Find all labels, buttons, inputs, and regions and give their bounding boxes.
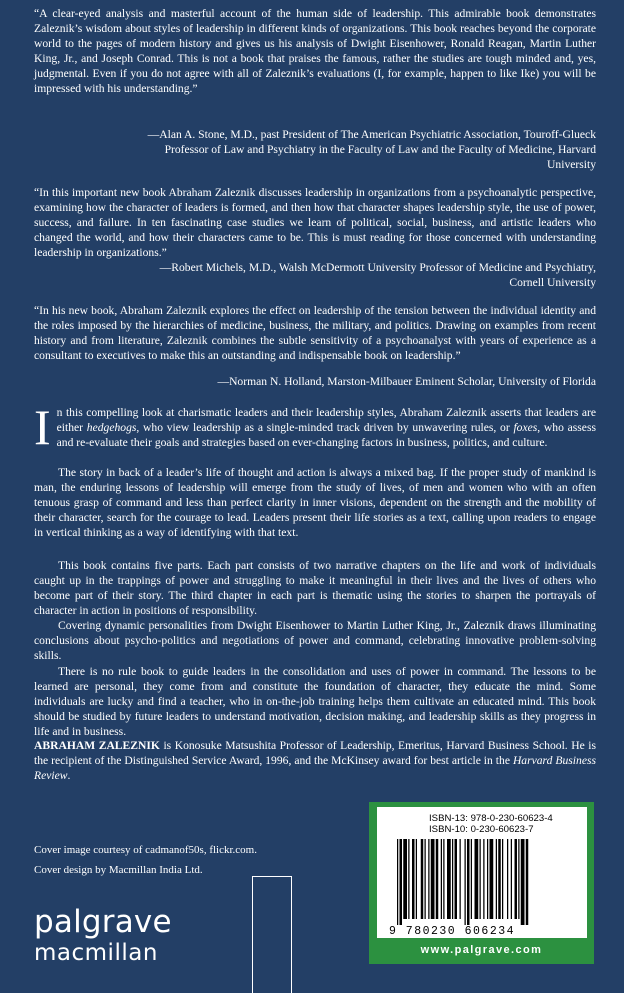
barcode-bar bbox=[467, 839, 470, 925]
description-paragraph-1: In this compelling look at charismatic leaders and their leadership styles, Abraham Zaleznik asserts that leaders are either hedgehogs, who view leadership as a single-minded track driven by unwavering rules, or foxes, who assess and re-evaluate their goals and strategies based on ever-changing factors in business, politics, and culture. bbox=[34, 399, 596, 455]
decorative-frame bbox=[252, 876, 292, 993]
cover-image-credit: Cover image courtesy of cadmanof50s, flickr.com. bbox=[34, 844, 257, 856]
publisher-logo-macmillan: macmillan bbox=[34, 940, 158, 966]
term-hedgehogs: hedgehogs bbox=[86, 421, 137, 435]
barcode-bar bbox=[460, 839, 461, 919]
journal-name: Harvard Business Review bbox=[34, 754, 596, 782]
barcode-bar bbox=[507, 839, 508, 919]
barcode-bar bbox=[431, 839, 435, 919]
review-quote-michels: “In this important new book Abraham Zaleznik discusses leadership in organizations from a psychoanalytic perspective, examining how the character of leaders is formed, and then how that character shapes leadership style, the use of power, success, and failure. In ten fascinating case studies we learn of political, social, business, and artistic leaders who changed the world, and how their characters came to be. This is must reading for those concerned with understanding leadership in organizations.” bbox=[34, 186, 596, 259]
barcode-bar bbox=[428, 839, 429, 919]
barcode-digits: 9 780230 606234 bbox=[389, 925, 516, 938]
author-name: ABRAHAM ZALEZNIK bbox=[34, 739, 160, 752]
barcode-bar bbox=[441, 839, 442, 919]
barcode-bar bbox=[475, 839, 479, 919]
author-bio: ABRAHAM ZALEZNIK is Konosuke Matsushita Professor of Leadership, Emeritus, Harvard Business School. He is the recipient of the Distinguished Service Award, 1996, and the McKinsey award for best article in the Harvard Business Review. bbox=[34, 739, 596, 782]
barcode-bar bbox=[408, 839, 409, 919]
review-attribution-michels: —Robert Michels, M.D., Walsh McDermott University Professor of Medicine and Psychiatry, Cornell University bbox=[159, 261, 596, 289]
barcode-bar bbox=[515, 839, 518, 919]
barcode-bar bbox=[412, 839, 415, 919]
barcode-bar bbox=[518, 839, 519, 919]
review-quote-holland: “In his new book, Abraham Zaleznik explores the effect on leadership of the tension between the individual identity and the roles imposed by the hierarchies of medicine, business, the military, and politics. Drawing on examples from recent history and from literature, Zaleznik combines the subtle sensitivity of a psychoanalyst with years of experience as a consultant to executives to make this an outstanding and indispensable book on leadership.” bbox=[34, 304, 596, 362]
barcode-bar bbox=[416, 839, 417, 919]
barcode-bar bbox=[443, 839, 444, 919]
barcode-bar bbox=[496, 839, 497, 919]
barcode-bar bbox=[471, 839, 472, 919]
barcode-bar bbox=[436, 839, 439, 919]
barcode-bar bbox=[465, 839, 466, 925]
description-paragraph-3: This book contains five parts. Each part consists of two narrative chapters on the life and work of individuals caught up in the trappings of power and struggling to make it meaningful in their lives and the lives of others who become part of their story. The third chapter in each part is thematic using the stories to sharpen the portrayals of character in action in positions of responsibility. bbox=[34, 559, 596, 618]
review-attribution-holland: —Norman N. Holland, Marston-Milbauer Eminent Scholar, University of Florida bbox=[217, 375, 596, 388]
isbn-10: ISBN-10: 0-230-60623-7 bbox=[429, 824, 534, 835]
barcode-bar bbox=[425, 839, 426, 919]
review-quote-stone: “A clear-eyed analysis and masterful account of the human side of leadership. This admirable book demonstrates Zaleznik’s wisdom about styles of leadership in different kinds of organizations. This book reaches beyond the corporate world to the pages of modern history and gives us his analysis of Dwight Eisenhower, Ronald Reagan, Martin Luther King, Jr., and Joseph Conrad. This is not a book that praises the famous, rather the studies are tough minded and, yes, judgmental. Even if you do not agree with all of Zaleznik’s evaluations (I, for example, happen to like Ike) you will be impressed with his understanding.” bbox=[34, 7, 596, 95]
barcode-bar bbox=[526, 839, 529, 925]
description-paragraph-2: The story in back of a leader’s life of thought and action is always a mixed bag. If the proper study of mankind is man, the enduring lessons of leadership will emerge from the study of lives, of men and women who with an often tenuous grasp of command and less than perfect clarity in inner visions, dependent on the strength and the mobility of their character, search for the courage to lead. Leaders present their life stories as a text, calling upon readers to engage in vertical thinking as a way of identifying with that text. bbox=[34, 466, 596, 540]
barcode-bar bbox=[455, 839, 458, 919]
barcode-label bbox=[377, 807, 587, 938]
barcode-bar bbox=[483, 839, 484, 919]
barcode-bar bbox=[452, 839, 453, 919]
barcode-bar bbox=[400, 839, 403, 925]
barcode-bar bbox=[480, 839, 481, 919]
drop-cap: I bbox=[34, 399, 51, 455]
cover-design-credit: Cover design by Macmillan India Ltd. bbox=[34, 864, 203, 876]
barcode-bars bbox=[397, 839, 577, 925]
barcode-bar bbox=[490, 839, 494, 919]
barcode-bar bbox=[498, 839, 501, 919]
description-paragraph-5: There is no rule book to guide leaders in the consolidation and uses of power in command. The lessons to be learned are personal, they come from and constitute the foundation of character, they educate the mind. Some individuals are lucky and find a teacher, who in on-the-job training helps them cultivate an educated mind. This book should be studied by future leaders to understand motivation, decision making, and leadership skills as they progress in life and in business. bbox=[34, 665, 596, 739]
barcode-panel bbox=[369, 802, 594, 964]
publisher-logo-palgrave: palgrave bbox=[34, 904, 172, 940]
barcode-bar bbox=[421, 839, 424, 919]
barcode-bar bbox=[397, 839, 398, 925]
barcode-bar bbox=[521, 839, 525, 925]
barcode-bar bbox=[403, 839, 407, 919]
barcode-bar bbox=[487, 839, 488, 919]
barcode-bar bbox=[511, 839, 512, 919]
term-foxes: foxes bbox=[513, 421, 538, 435]
isbn-13: ISBN-13: 978-0-230-60623-4 bbox=[429, 813, 553, 824]
description-paragraph-4: Covering dynamic personalities from Dwight Eisenhower to Martin Luther King, Jr., Zaleznik draws illuminating conclusions about psycho-politics and negotiations of power and command, celebrating innovative problem-solving skills. bbox=[34, 619, 596, 663]
barcode-bar bbox=[502, 839, 503, 919]
publisher-website: www.palgrave.com bbox=[420, 944, 543, 956]
review-attribution-stone: —Alan A. Stone, M.D., past President of The American Psychiatric Association, Touroff-Glueck Professor of Law and Psychiatry in the Faculty of Law and the Faculty of Medicine, Harvard University bbox=[147, 128, 596, 171]
barcode-bar bbox=[447, 839, 451, 919]
